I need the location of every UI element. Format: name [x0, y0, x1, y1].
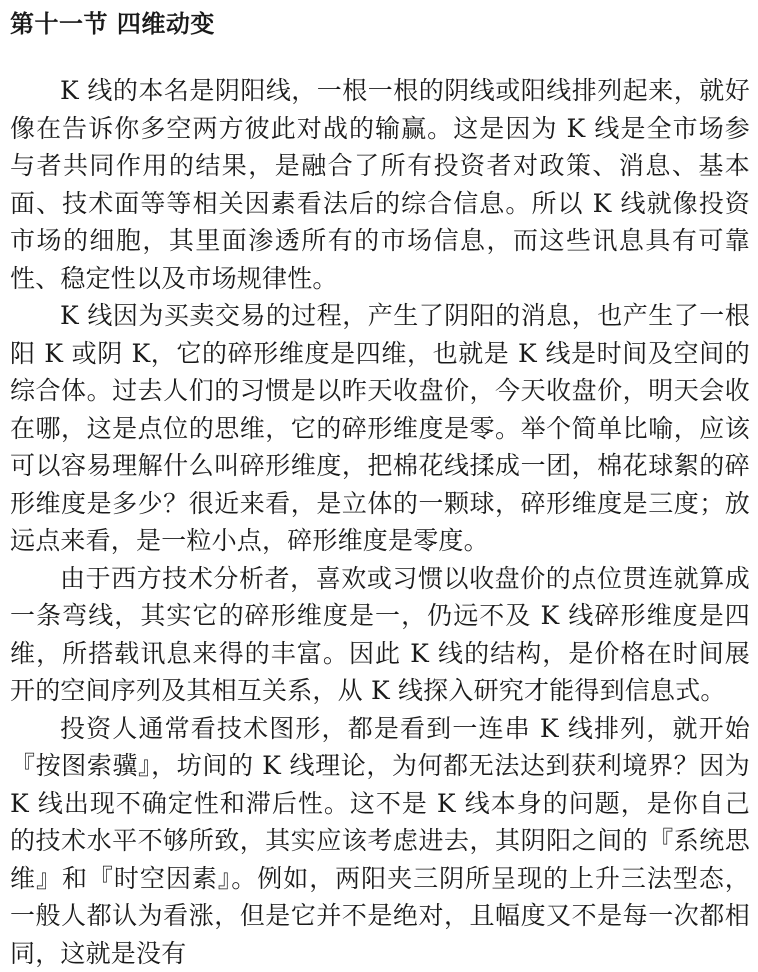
- section-title: 第十一节 四维动变: [10, 8, 215, 40]
- body-text: [10, 72, 750, 972]
- paragraph: 由于西方技术分析者，喜欢或习惯以收盘价的点位贯连就算成一条弯线，其实它的碎形维度是一，仍远不及 K 线碎形维度是四维，所搭载讯息来得的丰富。因此 K 线的结构，是价格在时间展开的空间序列及其相互关系，从 K 线探入研究才能得到信息式。: [10, 560, 750, 710]
- paragraph: 投资人通常看技术图形，都是看到一连串 K 线排列，就开始『按图索骥』，坊间的 K 线理论，为何都无法达到获利境界？因为 K 线出现不确定性和滞后性。这不是 K 线本身的问题，是你自己的技术水平不够所致，其实应该考虑进去，其阴阳之间的『系统思维』和『时空因素』。例如，两阳夹三阴所呈现的上升三法型态，一般人都认为看涨，但是它并不是绝对，且幅度又不是每一次都相同，这就是没有: [10, 710, 750, 972]
- paragraph: K 线因为买卖交易的过程，产生了阴阳的消息，也产生了一根阳 K 或阴 K，它的碎形维度是四维，也就是 K 线是时间及空间的综合体。过去人们的习惯是以昨天收盘价，今天收盘价，明天会收在哪，这是点位的思维，它的碎形维度是零。举个简单比喻，应该可以容易理解什么叫碎形维度，把棉花线揉成一团，棉花球絮的碎形维度是多少？很近来看，是立体的一颗球，碎形维度是三度；放远点来看，是一粒小点，碎形维度是零度。: [10, 297, 750, 560]
- paragraph: K 线的本名是阴阳线，一根一根的阴线或阳线排列起来，就好像在告诉你多空两方彼此对战的输赢。这是因为 K 线是全市场参与者共同作用的结果，是融合了所有投资者对政策、消息、基本面、技术面等等相关因素看法后的综合信息。所以 K 线就像投资市场的细胞，其里面渗透所有的市场信息，而这些讯息具有可靠性、稳定性以及市场规律性。: [10, 72, 750, 297]
